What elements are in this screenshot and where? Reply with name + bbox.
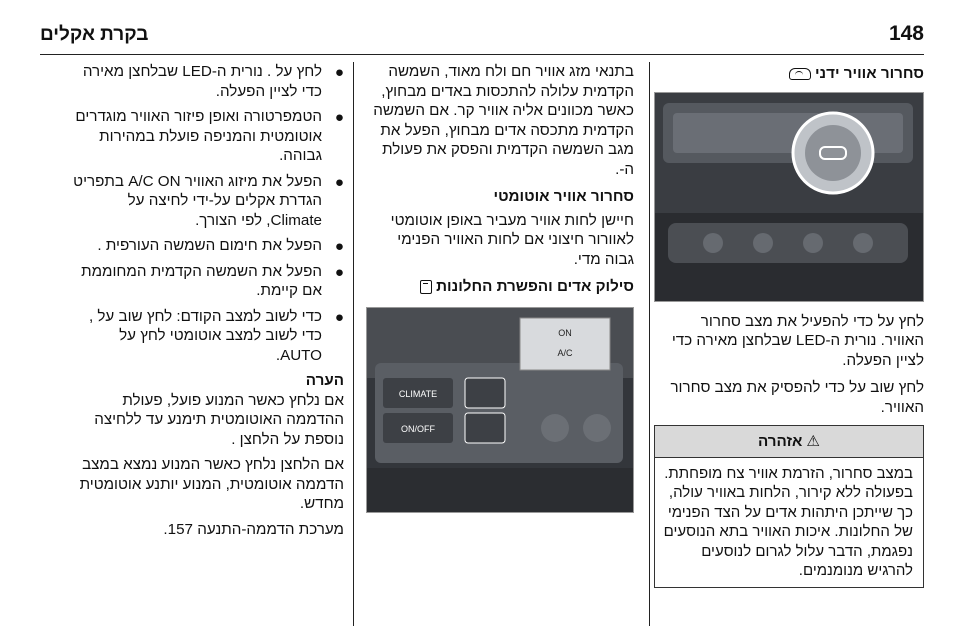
page-header [0,0,960,58]
note-cross-reference: מערכת הדממה-התנעה 157. [163,520,344,538]
demist-steps-list [72,62,344,365]
page-number: 148 [888,22,924,45]
climate-panel-photo [366,307,634,513]
list-item: ● לחץ על . נורית ה-LED שבלחצן מאירה כדי לציין הפעלה. [82,63,344,100]
dashboard-illustration [654,93,923,302]
warning-body: במצב סחרור, הזרמת אוויר צח מופחתת. בפעולה ללא קירור, הלחות באוויר עולה, כך שייתכן היתהות אדים על הצד הפנימי של החלונות. איכות האוויר בתא הנוסעים נפגמת, הדבר עלול לגרום לנוסעים להרגיש מנומנמים. [663,464,913,579]
automatic-recirculation-heading: סחרור אוויר אוטומטי [493,188,634,205]
note-paragraph-2: אם הלחצן נלחץ כאשר המנוע נמצא במצב הדממה אוטומטית, המנוע יותנע אוטומטית מחדש. [79,456,344,512]
defrost-icon [420,280,432,294]
warning-icon: ⚠ [806,433,821,450]
column-divider-left [353,62,354,626]
bullet-dot-icon: ● [334,238,344,255]
column-right [654,62,924,588]
list-item: ● הפעל את מיזוג האוויר A/C ON בתפריט הגדרת אקלים על-ידי לחיצה על Climate, לפי הצורך. [73,172,344,229]
column-left [72,62,344,545]
automatic-recirculation-text: חיישן לחות אוויר מעביר באופן אוטומטי לאוורור חיצוני אם לחות האוויר הפנימי גבוה מדי. [390,211,634,268]
on-button-label: ON [558,327,572,338]
recirculation-icon [789,68,811,80]
bullet-dot-icon: ● [334,109,344,126]
header-rule [40,54,924,55]
recirculation-on-text: לחץ על כדי להפעיל את מצב סחרור האוויר. נורית ה-LED שבלחצן מאירה כדי לציין הפעלה. [671,312,924,369]
onoff-button-label: ON/OFF [401,423,435,434]
column-middle [366,62,634,513]
ac-button-label: A/C [557,347,573,358]
bullet-dot-icon: ● [334,64,344,81]
recirculation-button-photo [654,92,924,302]
warning-box [654,425,924,588]
list-item: ● הפעל את השמשה הקדמית המחוממת אם קיימת. [81,262,344,299]
note-heading: הערה [305,372,344,389]
manual-recirculation-heading: סחרור אוויר ידני [654,64,924,84]
bullet-dot-icon: ● [334,308,344,326]
section-title: בקרת אקלים [40,24,149,45]
list-item: ● הפעל את חימום השמשה העורפית . [97,237,344,255]
list-item: ● הטמפרטורה ואופן פיזור האוויר מוגדרים אוטומטית והמניפה פועלת במהירות גבוהה. [75,108,344,164]
column-divider-right [649,62,650,626]
list-item: ● כדי לשוב למצב הקודם: לחץ שוב על , כדי לשוב למצב אוטומטי לחץ על AUTO. [88,307,344,364]
warning-header: ⚠ אזהרה [655,426,923,458]
demist-defrost-heading: סילוק אדים והפשרת החלונות [366,277,634,297]
humid-weather-text: בתנאי מזג אוויר חם ולח מאוד, השמשה הקדמית עלולה להתכסות באדים מבחוץ, כאשר מכוונים אליה אוויר קר. אם השמשה הקדמית מתכסה אדים מבחוץ, הפעל את מגב השמשה הקדמית והפסק את פעולת ה-. [373,63,634,178]
climate-panel-illustration [366,308,633,513]
note-paragraph-1: אם נלחץ כאשר המנוע פועל, פעולת ההדממה האוטומטית תימנע עד ללחיצה נוספת על הלחצן . [94,391,344,448]
recirculation-off-text: לחץ שוב על כדי להפסיק את מצב סחרור האוויר. [670,379,924,416]
bullet-dot-icon: ● [334,173,344,191]
bullet-dot-icon: ● [334,263,344,281]
climate-button-label: CLIMATE [398,388,438,399]
